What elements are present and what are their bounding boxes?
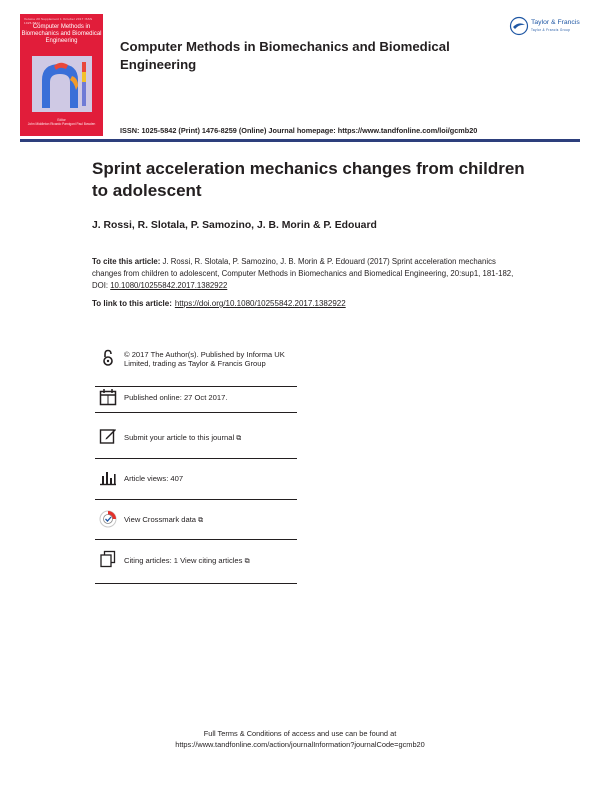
- citing-item[interactable]: [95, 539, 297, 584]
- cover-title: Computer Methods in Biomechanics and Biomedical Engineering: [21, 24, 102, 44]
- license-text: © 2017 The Author(s). Published by Informa UK Limited, trading as Taylor & Francis Group: [124, 350, 285, 368]
- header-divider: [20, 139, 580, 142]
- citation-block: [92, 256, 522, 292]
- publisher-logo[interactable]: [509, 16, 587, 36]
- edit-icon: [99, 427, 117, 445]
- journal-cover-image: [20, 14, 103, 136]
- external-link-icon: ⧉: [198, 517, 204, 524]
- submit-label: Submit your article to this journal: [124, 433, 235, 442]
- terms-url[interactable]: https://www.tandfonline.com/action/journalInformation?journalCode=gcmb20: [175, 740, 425, 749]
- terms-text: Full Terms & Conditions of access and use can be found at: [203, 729, 397, 738]
- citing-link[interactable]: [124, 556, 250, 566]
- journal-title: Computer Methods in Biomechanics and Biomedical Engineering: [120, 39, 450, 72]
- citing-label: Citing articles: 1 View citing articles: [124, 556, 243, 565]
- published-item: [95, 386, 297, 413]
- doi-link[interactable]: 10.1080/10255842.2017.1382922: [110, 281, 228, 290]
- open-access-item: [95, 343, 297, 387]
- publisher-name: Taylor & Francis: [531, 19, 580, 26]
- cover-artwork: [32, 56, 92, 112]
- views-item[interactable]: [95, 458, 297, 500]
- open-access-icon: [99, 349, 117, 367]
- article-doi-url[interactable]: https://doi.org/10.1080/10255842.2017.1382922: [174, 299, 346, 308]
- bar-chart-icon: [99, 468, 117, 486]
- calendar-icon: [99, 388, 117, 406]
- crossmark-item[interactable]: [95, 499, 297, 540]
- crossmark-label: View Crossmark data: [124, 515, 197, 524]
- cite-label: To cite this article:: [92, 257, 161, 266]
- link-label: To link to this article:: [92, 299, 172, 308]
- cover-top-text: Volume 20 Supplement 1 October 2017 ISSN 1025-5842: [24, 17, 93, 25]
- cover-footer-text: Editor John Middleton Ricardo Parnigoni Paul Bowden: [27, 118, 96, 126]
- external-link-icon: ⧉: [244, 558, 250, 565]
- cite-text: J. Rossi, R. Slotala, P. Samozino, J. B. Morin & P. Edouard (2017) Sprint acceleration mechanics changes from children to adolescent, Computer Methods in Biomechanics and Biomedical Engineering, 20:sup1, 181-182, DOI:: [92, 257, 514, 290]
- journal-homepage-link[interactable]: https://www.tandfonline.com/loi/gcmb20: [337, 126, 478, 135]
- terms-footer: [0, 728, 600, 750]
- publisher-logo-icon: [509, 16, 529, 36]
- submit-link[interactable]: [124, 433, 241, 443]
- issn-text: ISSN: 1025-5842 (Print) 1476-8259 (Online) Journal homepage:: [120, 126, 338, 135]
- article-authors: J. Rossi, R. Slotala, P. Samozino, J. B. Morin & P. Edouard: [92, 220, 377, 231]
- external-link-icon: ⧉: [236, 435, 242, 442]
- article-link-line: [92, 299, 346, 308]
- crossmark-link[interactable]: [124, 515, 203, 525]
- crossmark-icon: [99, 510, 117, 528]
- submit-item[interactable]: [95, 412, 297, 459]
- publisher-subtitle: Taylor & Francis Group: [531, 28, 571, 32]
- views-count: Article views: 407: [124, 474, 184, 483]
- citing-articles-icon: [99, 550, 117, 568]
- article-title: Sprint acceleration mechanics changes from children to adolescent: [92, 159, 525, 200]
- issn-line: [120, 126, 477, 135]
- published-date: Published online: 27 Oct 2017.: [124, 393, 228, 402]
